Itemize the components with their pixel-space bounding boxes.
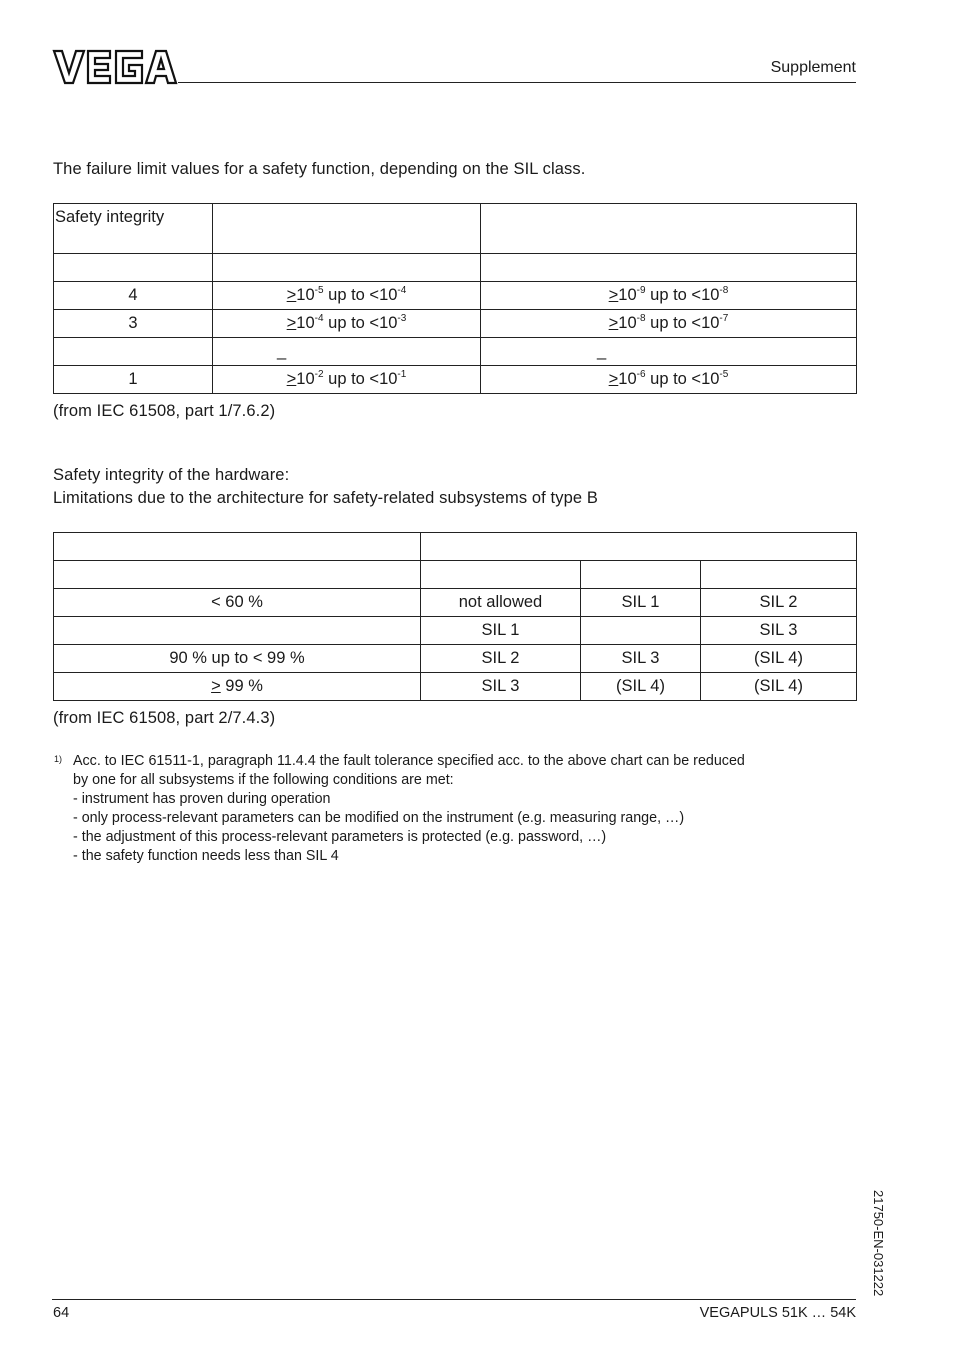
- table-row: [54, 338, 857, 366]
- table-row: [54, 589, 857, 617]
- low-demand-range: $>10^{-2}$ up to $<10^{-1}$: [213, 366, 481, 394]
- footnote-line: - the safety function needs less than SIL 4: [73, 848, 339, 864]
- low-demand-range: $>10^{-5}$ up to $<10^{-4}$: [213, 282, 481, 310]
- page-number: 64: [53, 1305, 70, 1321]
- table-header-row: [54, 533, 857, 561]
- footnote-body: [73, 752, 745, 866]
- table-subheader-row: [54, 561, 857, 589]
- footer-rule: [52, 1299, 856, 1300]
- high-demand-range: $>10^{-6}$ up to $<10^{-5}$: [481, 366, 857, 394]
- table-cell: SIL 2: [421, 645, 581, 673]
- table-cell: [481, 254, 857, 282]
- footnote-mark: 1): [54, 754, 63, 764]
- table-cell: [581, 617, 701, 645]
- sil-failure-limits-table: [53, 203, 857, 394]
- safety-integrity-header: Safety integrity: [54, 204, 213, 254]
- table-row: [54, 310, 857, 338]
- high-demand-range: _: [481, 338, 857, 366]
- table-row: [54, 617, 857, 645]
- high-demand-range: $>10^{-9}$ up to $<10^{-8}$: [481, 282, 857, 310]
- footnote-line: Acc. to IEC 61511-1, paragraph 11.4.4 the fault tolerance specified acc. to the above chart can be reduced: [73, 753, 745, 769]
- table-header-cell: [421, 533, 857, 561]
- sff-range: < 60 %: [54, 589, 421, 617]
- table-header-cell: [213, 204, 481, 254]
- sff-range: [54, 617, 421, 645]
- vega-logo: [52, 49, 178, 85]
- header-rule: [178, 82, 856, 83]
- sil-level: 4: [54, 282, 213, 310]
- table-cell: [213, 254, 481, 282]
- table-cell: [421, 561, 581, 589]
- sff-range: 90 % up to < 99 %: [54, 645, 421, 673]
- table-cell: [54, 254, 213, 282]
- footnote-line: - instrument has proven during operation: [73, 791, 331, 807]
- table-cell: [54, 561, 421, 589]
- footnote: [54, 752, 854, 872]
- architecture-limits-table: [53, 532, 857, 701]
- table-cell: SIL 2: [701, 589, 857, 617]
- high-demand-range: $>10^{-8}$ up to $<10^{-7}$: [481, 310, 857, 338]
- table-row: [54, 282, 857, 310]
- table-row: [54, 673, 857, 701]
- hardware-subheading: Limitations due to the architecture for safety-related subsystems of type B: [53, 489, 598, 507]
- document-code: 21750-EN-031222: [871, 1190, 886, 1297]
- section-title: Supplement: [770, 59, 856, 76]
- table-header-cell: [54, 533, 421, 561]
- footnote-line: - the adjustment of this process-relevant parameters is protected (e.g. password, …): [73, 829, 607, 845]
- table2-source: (from IEC 61508, part 2/7.4.3): [53, 709, 276, 727]
- table-cell: [701, 561, 857, 589]
- table-row: [54, 366, 857, 394]
- footnote-line: - only process-relevant parameters can be modified on the instrument (e.g. measuring range, …): [73, 810, 685, 826]
- table-cell: SIL 3: [701, 617, 857, 645]
- table-header-row: [54, 204, 857, 254]
- table-header-cell: [481, 204, 857, 254]
- table-cell: SIL 1: [421, 617, 581, 645]
- sil-level: 3: [54, 310, 213, 338]
- hardware-heading: Safety integrity of the hardware:: [53, 466, 290, 484]
- sil-level: 1: [54, 366, 213, 394]
- table1-source: (from IEC 61508, part 1/7.6.2): [53, 402, 276, 420]
- table-cell: SIL 1: [581, 589, 701, 617]
- sff-range: > 99 %: [54, 673, 421, 701]
- table-row: [54, 645, 857, 673]
- table-subheader-row: [54, 254, 857, 282]
- document-title: VEGAPULS 51K … 54K: [699, 1305, 856, 1321]
- low-demand-range: $>10^{-4}$ up to $<10^{-3}$: [213, 310, 481, 338]
- intro-text: The failure limit values for a safety function, depending on the SIL class.: [53, 160, 586, 178]
- table-cell: (SIL 4): [701, 645, 857, 673]
- sil-level: [54, 338, 213, 366]
- table-cell: SIL 3: [421, 673, 581, 701]
- footnote-line: by one for all subsystems if the following conditions are met:: [73, 772, 454, 788]
- table-cell: SIL 3: [581, 645, 701, 673]
- low-demand-range: _: [213, 338, 481, 366]
- table-cell: [581, 561, 701, 589]
- table-cell: not allowed: [421, 589, 581, 617]
- table-cell: (SIL 4): [581, 673, 701, 701]
- table-cell: (SIL 4): [701, 673, 857, 701]
